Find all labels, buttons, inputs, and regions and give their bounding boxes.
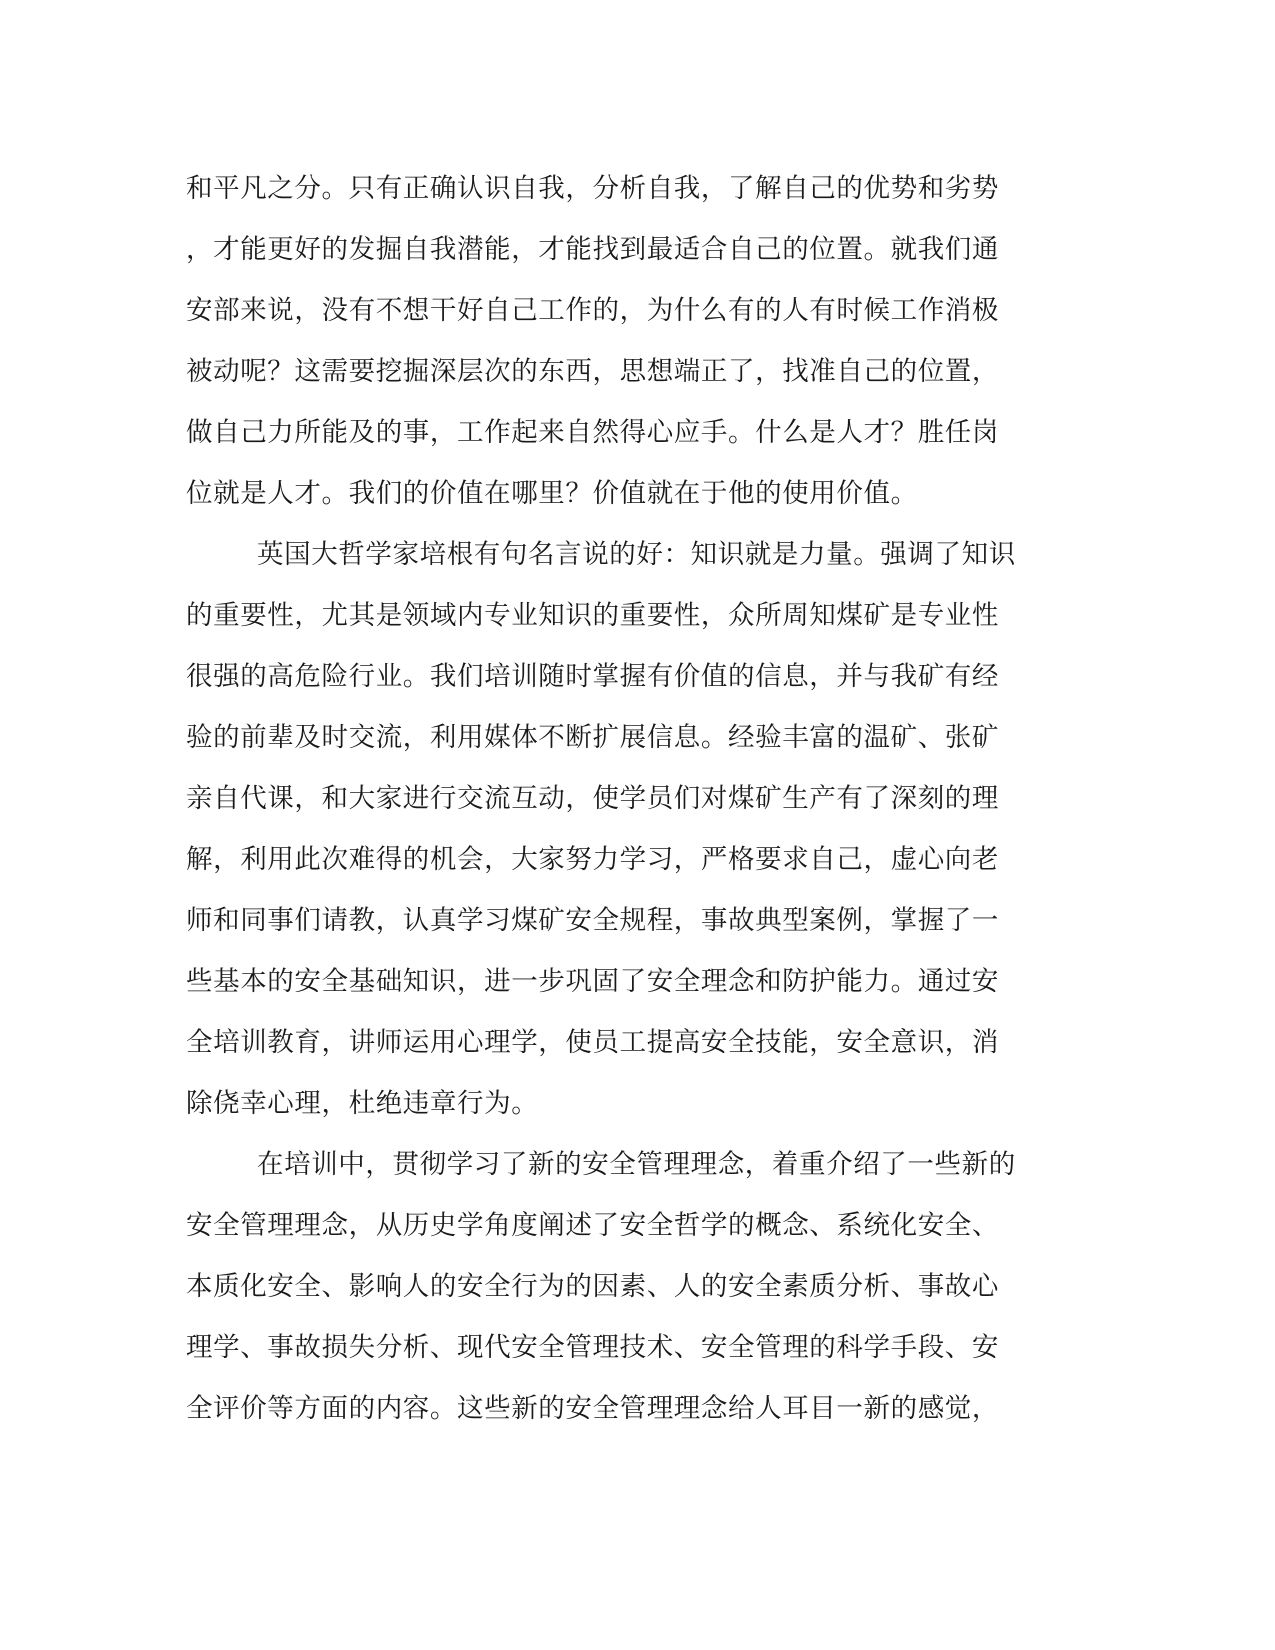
text-line: 被动呢？这需要挖掘深层次的东西，思想端正了，找准自己的位置，: [186, 356, 999, 387]
text-line: 除侥幸心理，杜绝违章行为。: [186, 1088, 539, 1119]
text-line: 理学、事故损失分析、现代安全管理技术、安全管理的科学手段、安: [186, 1332, 999, 1363]
text-line: 很强的高危险行业。我们培训随时掌握有价值的信息，并与我矿有经: [186, 661, 999, 692]
text-line: 师和同事们请教，认真学习煤矿安全规程，事故典型案例，掌握了一: [186, 905, 999, 936]
text-line: 安全管理理念，从历史学角度阐述了安全哲学的概念、系统化安全、: [186, 1210, 999, 1241]
text-line: 本质化安全、影响人的安全行为的因素、人的安全素质分析、事故心: [186, 1271, 999, 1302]
text-line: 亲自代课，和大家进行交流互动，使学员们对煤矿生产有了深刻的理: [186, 783, 999, 814]
text-line: 解，利用此次难得的机会，大家努力学习，严格要求自己，虚心向老: [186, 844, 999, 875]
text-line: 做自己力所能及的事，工作起来自然得心应手。什么是人才？胜任岗: [186, 417, 999, 448]
text-line: ，才能更好的发掘自我潜能，才能找到最适合自己的位置。就我们通: [186, 234, 999, 265]
text-line: 全评价等方面的内容。这些新的安全管理理念给人耳目一新的感觉，: [186, 1393, 999, 1424]
text-line: 和平凡之分。只有正确认识自我，分析自我，了解自己的优势和劣势: [186, 173, 999, 204]
paragraph-first-line: 英国大哲学家培根有句名言说的好：知识就是力量。强调了知识: [257, 539, 1016, 570]
text-line: 安部来说，没有不想干好自己工作的，为什么有的人有时候工作消极: [186, 295, 999, 326]
text-line: 的重要性，尤其是领域内专业知识的重要性，众所周知煤矿是专业性: [186, 600, 999, 631]
text-line: 位就是人才。我们的价值在哪里？价值就在于他的使用价值。: [186, 478, 918, 509]
body-text: [186, 158, 1086, 1439]
text-line: 些基本的安全基础知识，进一步巩固了安全理念和防护能力。通过安: [186, 966, 999, 997]
paragraph-first-line: 在培训中，贯彻学习了新的安全管理理念，着重介绍了一些新的: [257, 1149, 1016, 1180]
text-line: 验的前辈及时交流，利用媒体不断扩展信息。经验丰富的温矿、张矿: [186, 722, 999, 753]
text-line: 全培训教育，讲师运用心理学，使员工提高安全技能，安全意识，消: [186, 1027, 999, 1058]
